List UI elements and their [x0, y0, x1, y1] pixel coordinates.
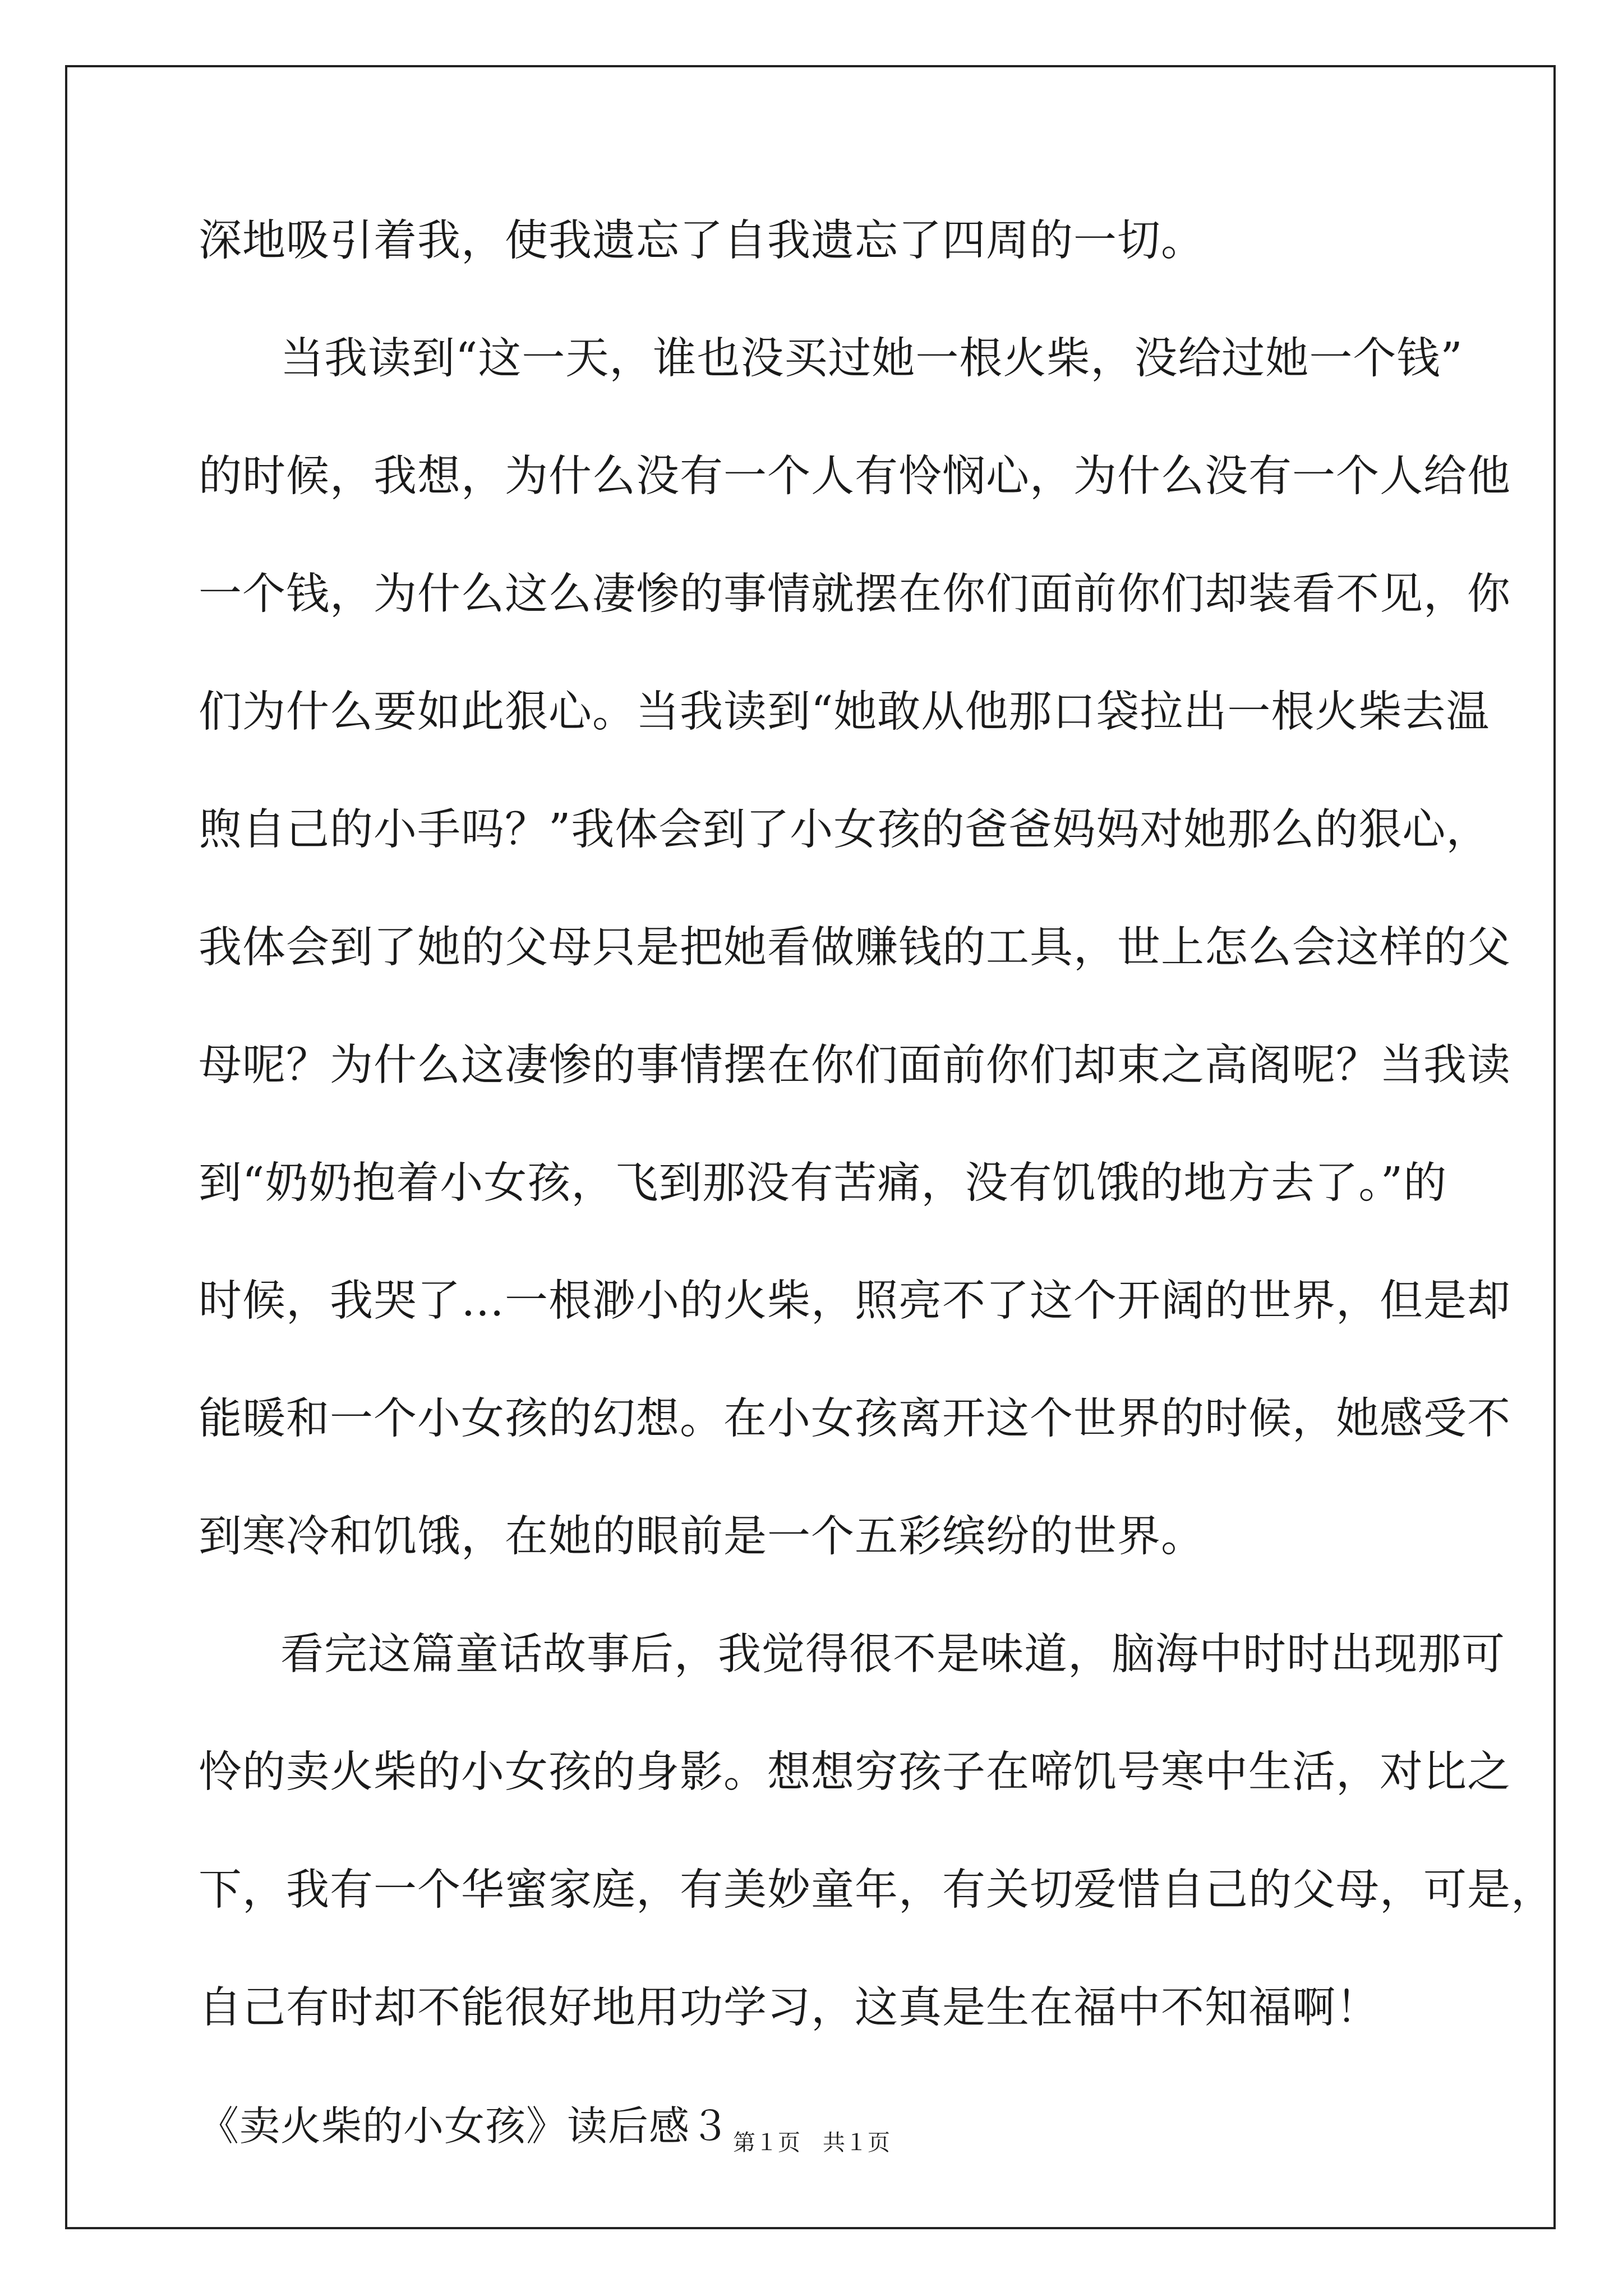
text-line: 母呢？为什么这凄惨的事情摆在你们面前你们却束之高阁呢？当我读 — [199, 1041, 1511, 1091]
paragraph-start-line: 看完这篇童话故事后，我觉得很不是味道，脑海中时时出现那可 — [280, 1630, 1505, 1680]
text-line: 到寒冷和饥饿，在她的眼前是一个五彩缤纷的世界。 — [199, 1512, 1205, 1562]
paragraph-start-line: 当我读到“这一天，谁也没买过她一根火柴，没给过她一个钱” — [280, 334, 1463, 384]
text-line: 下，我有一个华蜜家庭，有美妙童年，有关切爱惜自己的父母，可是， — [199, 1865, 1555, 1915]
text-line: 到“奶奶抱着小女孩，飞到那没有苦痛，没有饥饿的地方去了。”的 — [199, 1158, 1447, 1208]
text-line: 能暖和一个小女孩的幻想。在小女孩离开这个世界的时候，她感受不 — [199, 1394, 1511, 1444]
text-line: 的时候，我想，为什么没有一个人有怜悯心，为什么没有一个人给他 — [199, 452, 1511, 501]
text-line: 深地吸引着我，使我遗忘了自我遗忘了四周的一切。 — [199, 216, 1205, 266]
text-line: 煦自己的小手吗？”我体会到了小女孩的爸爸妈妈对她那么的狠心， — [199, 805, 1490, 855]
section-title: 《卖火柴的小女孩》读后感３ — [199, 2102, 731, 2150]
page-number-footer: 第１页 共１页 — [733, 2130, 890, 2156]
text-line: 我体会到了她的父母只是把她看做赚钱的工具，世上怎么会这样的父 — [199, 923, 1511, 973]
text-line: 们为什么要如此狠心。当我读到“她敢从他那口袋拉出一根火柴去温 — [199, 687, 1490, 737]
text-line: 一个钱，为什么这么凄惨的事情就摆在你们面前你们却装看不见，你 — [199, 569, 1511, 619]
text-line: 怜的卖火柴的小女孩的身影。想想穷孩子在啼饥号寒中生活，对比之 — [199, 1747, 1511, 1797]
text-line: 时候，我哭了…一根渺小的火柴，照亮不了这个开阔的世界，但是却 — [199, 1276, 1511, 1326]
text-line: 自己有时却不能很好地用功学习，这真是生在福中不知福啊！ — [199, 1983, 1380, 2033]
